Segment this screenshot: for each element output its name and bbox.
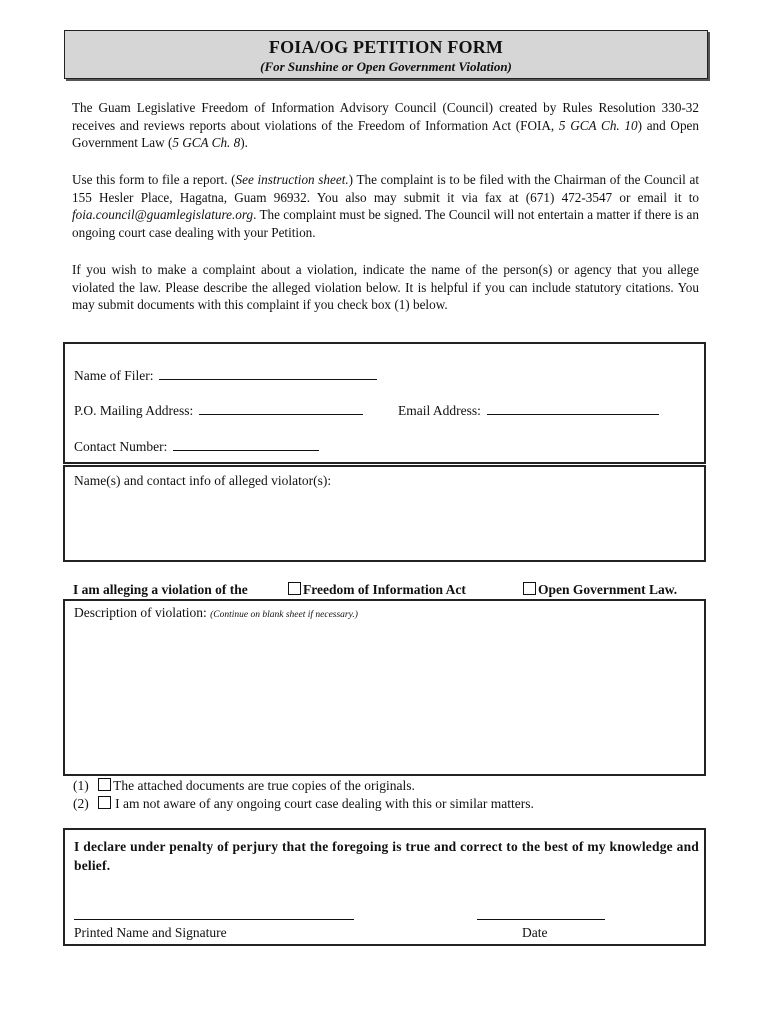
mailing-address-row: P.O. Mailing Address: [74, 401, 363, 419]
declaration-box [63, 828, 706, 946]
attached-docs-checkbox[interactable] [98, 778, 111, 791]
signature-label: Printed Name and Signature [74, 925, 227, 940]
signature-line[interactable] [74, 919, 354, 920]
violator-label: Name(s) and contact info of alleged violator(s): [74, 473, 332, 488]
email-address-row: Email Address: [398, 401, 659, 419]
filer-info-box [63, 342, 706, 464]
form-subtitle: (For Sunshine or Open Government Violation) [260, 59, 512, 74]
intro-paragraph-1: The Guam Legislative Freedom of Information Advisory Council (Council) created by Rules Resolution 330-32 receives and reviews reports about violations of the Freedom of Information Act (FOIA, 5 GCA Ch. 10) and Open Government Law (5 GCA Ch. 8). [72, 100, 699, 150]
no-court-case-checkbox[interactable] [98, 796, 111, 809]
date-label: Date [522, 925, 548, 940]
description-box[interactable] [63, 599, 706, 776]
contact-number-row: Contact Number: [74, 437, 319, 455]
open-government-checkbox[interactable] [523, 582, 536, 595]
open-government-option[interactable]: Open Government Law. [523, 582, 677, 598]
check-row-2: (2) I am not aware of any ongoing court case dealing with this or similar matters. [73, 796, 534, 811]
violator-info-box[interactable] [63, 465, 706, 562]
name-of-filer-row: Name of Filer: [74, 366, 377, 384]
form-title: FOIA/OG PETITION FORM [268, 37, 504, 57]
foia-option[interactable]: Freedom of Information Act [288, 582, 466, 598]
check-row-1: (1) The attached documents are true copies of the originals. [73, 778, 415, 793]
form-title-box [64, 30, 708, 79]
foia-checkbox[interactable] [288, 582, 301, 595]
intro-paragraph-3: If you wish to make a complaint about a violation, indicate the name of the person(s) or agency that you allege violated the law. Please describe the alleged violation below. It is helpful if you can include statutory citations. You may submit documents with this complaint if you check box (1) below. [72, 262, 699, 312]
alleging-label: I am alleging a violation of the [73, 582, 248, 597]
contact-number-field[interactable] [173, 437, 319, 451]
date-line[interactable] [477, 919, 605, 920]
email-address-field[interactable] [487, 401, 659, 415]
council-email-link[interactable]: foia.council@guamlegislature.org [72, 207, 254, 222]
intro-paragraph-2: Use this form to file a report. (See instruction sheet.) The complaint is to be filed with the Chairman of the Council at 155 Hesler Place, Hagatna, Guam 96932. You also may submit it via fax at (671) 472-3547 or email it to foia.council@guamlegislature.org. The complaint must be signed. The Council will not entertain a matter if there is an ongoing court case dealing with your Petition. [72, 172, 699, 240]
mailing-address-field[interactable] [199, 401, 363, 415]
description-note: (Continue on blank sheet if necessary.) [210, 610, 358, 620]
description-label: Description of violation: [74, 605, 207, 620]
description-label-row [74, 605, 358, 621]
name-of-filer-field[interactable] [159, 366, 377, 380]
declaration-text: I declare under penalty of perjury that the foregoing is true and correct to the best of my knowledge and belief. [74, 839, 699, 873]
